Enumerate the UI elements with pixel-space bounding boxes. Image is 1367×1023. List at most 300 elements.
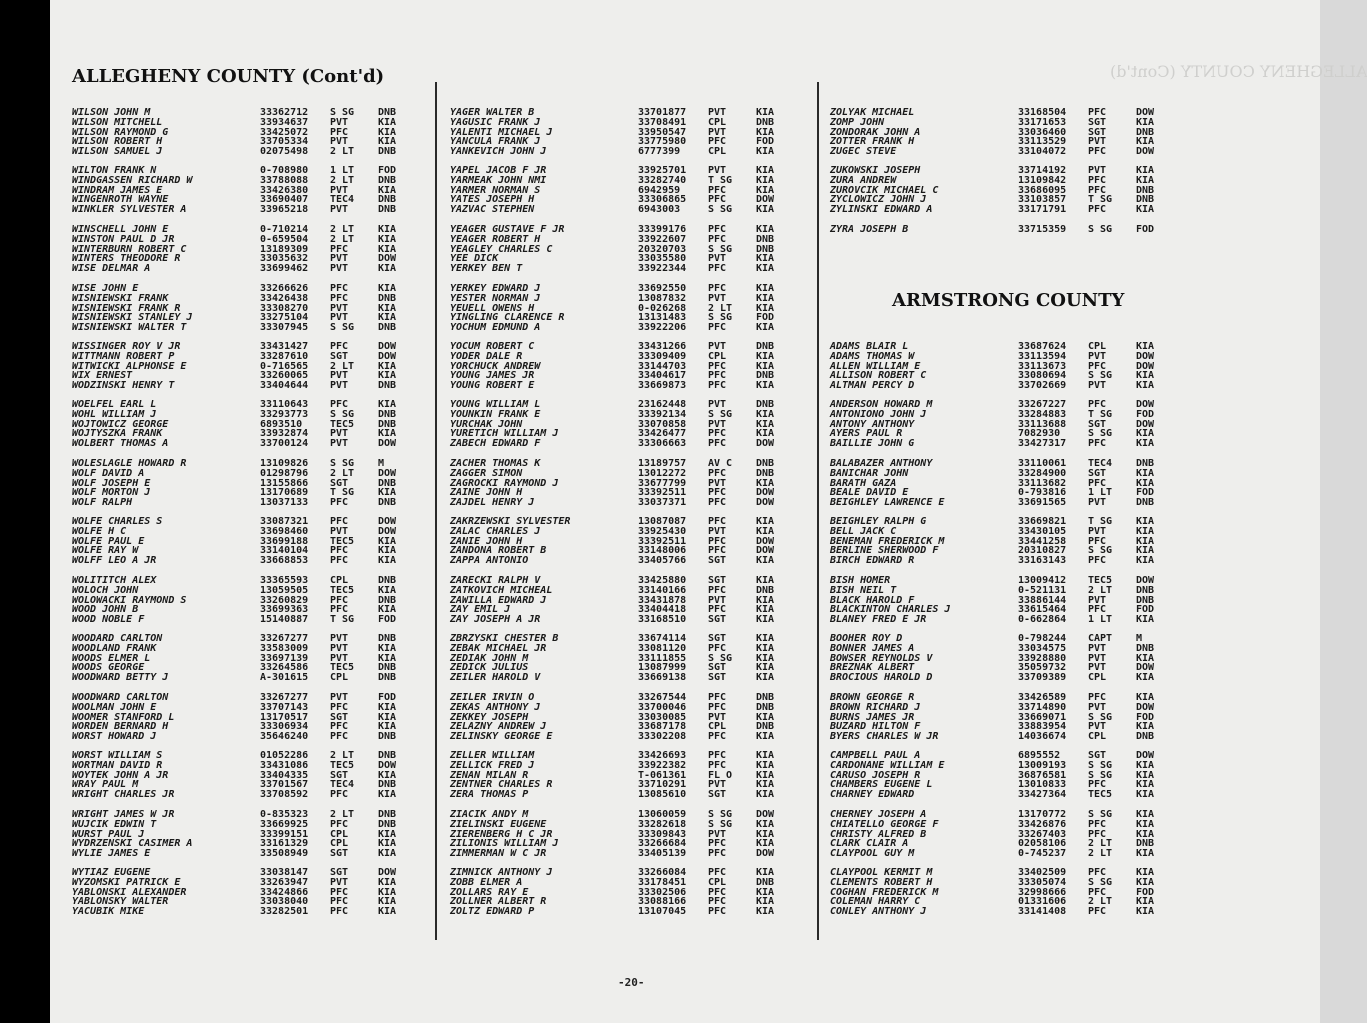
soldier-name: YACUBIK MIKE: [72, 906, 145, 918]
soldier-name: YARMEAK JOHN NMI: [450, 174, 547, 186]
serial-number: 20320703: [638, 243, 687, 255]
roster-entry: [450, 439, 820, 449]
serial-number: 33030085: [638, 711, 687, 723]
soldier-name: ZATKOVICH MICHEAL: [450, 584, 553, 596]
rank: PFC: [330, 126, 349, 138]
serial-number: 0-793816: [1018, 487, 1067, 499]
soldier-name: ZIELINSKI EUGENE: [450, 818, 547, 830]
soldier-name: CHRISTY ALFRED B: [830, 828, 927, 840]
rank: PFC: [708, 322, 727, 334]
status-code: KIA: [756, 759, 775, 771]
rank: PVT: [1088, 594, 1107, 606]
rank: PVT: [330, 876, 349, 888]
soldier-name: WOJTOWICZ GEORGE: [72, 418, 169, 430]
status-code: KIA: [756, 672, 775, 684]
status-code: KIA: [756, 575, 775, 586]
soldier-name: WOODLAND FRANK: [72, 642, 157, 654]
serial-number: 33886144: [1018, 594, 1067, 606]
serial-number: 33113673: [1018, 360, 1067, 372]
status-code: DOW: [756, 497, 775, 509]
status-code: M: [378, 458, 385, 469]
status-code: KIA: [378, 302, 397, 314]
serial-number: 33284900: [1018, 467, 1067, 479]
roster-entry: [450, 498, 820, 508]
soldier-name: YESTER NORMAN J: [450, 292, 541, 304]
rank: S SG: [1088, 769, 1113, 781]
entry-group: [830, 751, 1200, 800]
rank: PFC: [330, 545, 349, 557]
status-code: DNB: [378, 731, 397, 743]
soldier-name: ZAY JOSEPH A JR: [450, 614, 541, 626]
serial-number: 33583009: [260, 642, 309, 654]
status-code: KIA: [1136, 467, 1155, 479]
rank: PVT: [708, 165, 727, 176]
roster-entry: [72, 673, 442, 683]
rank: PVT: [708, 594, 727, 606]
status-code: KIA: [756, 525, 775, 537]
soldier-name: BISH NEIL T: [830, 584, 897, 596]
rank: PVT: [1088, 165, 1107, 176]
soldier-name: WRIGHT JAMES W JR: [72, 809, 175, 820]
roster-entry: [830, 732, 1200, 742]
serial-number: 33669138: [638, 672, 687, 684]
status-code: DNB: [756, 233, 775, 245]
roster-entry: [450, 907, 820, 917]
serial-number: 33922344: [638, 263, 687, 275]
soldier-name: YATES JOSEPH H: [450, 194, 535, 206]
status-code: DNB: [1136, 838, 1155, 850]
soldier-name: ZEKAS ANTHONY J: [450, 701, 541, 713]
soldier-name: WISNIEWSKI WALTER T: [72, 322, 187, 334]
status-code: KIA: [756, 750, 775, 761]
serial-number: 33141408: [1018, 906, 1067, 918]
status-code: DNB: [1136, 184, 1155, 196]
status-code: KIA: [1136, 896, 1155, 908]
serial-number: 33402509: [1018, 867, 1067, 878]
soldier-name: WISE JOHN E: [72, 283, 139, 294]
serial-number: 33701567: [260, 779, 309, 791]
soldier-name: ZEDIAK JOHN M: [450, 652, 529, 664]
status-code: KIA: [1136, 116, 1155, 128]
soldier-name: ZAWILLA EDWARD J: [450, 594, 547, 606]
rank: PFC: [1088, 146, 1107, 158]
soldier-name: WINKLER SYLVESTER A: [72, 204, 187, 216]
roster-entry: [72, 790, 442, 800]
status-code: FOD: [756, 312, 775, 324]
status-code: DOW: [756, 545, 775, 557]
status-code: KIA: [756, 731, 775, 743]
serial-number: 33140104: [260, 545, 309, 557]
rank: PFC: [1088, 107, 1107, 118]
status-code: KIA: [1136, 136, 1155, 148]
serial-number: 33266626: [260, 283, 309, 294]
serial-number: 0-659504: [260, 233, 309, 245]
soldier-name: CHERNEY JOSEPH A: [830, 809, 927, 820]
rank: S SG: [708, 312, 733, 324]
serial-number: 33365593: [260, 575, 309, 586]
rank: 2 LT: [1088, 838, 1113, 850]
status-code: FOD: [378, 165, 397, 176]
entry-group: [450, 284, 820, 333]
soldier-name: YAZVAC STEPHEN: [450, 204, 535, 216]
serial-number: 33686095: [1018, 184, 1067, 196]
rank: PFC: [708, 838, 727, 850]
rank: PFC: [330, 701, 349, 713]
roster-entry: [72, 323, 442, 333]
serial-number: 33430105: [1018, 525, 1067, 537]
rank: 2 LT: [330, 809, 355, 820]
soldier-name: ZYRA JOSEPH B: [830, 224, 909, 235]
rank: PVT: [1088, 701, 1107, 713]
soldier-name: ZENAN MILAN R: [450, 769, 529, 781]
status-code: KIA: [378, 263, 397, 275]
serial-number: 33080694: [1018, 370, 1067, 382]
serial-number: 20310827: [1018, 545, 1067, 557]
serial-number: 13189757: [638, 458, 687, 469]
serial-number: 33697139: [260, 652, 309, 664]
status-code: DNB: [378, 194, 397, 206]
soldier-name: WOLOCH JOHN: [72, 584, 139, 596]
entry-group: [72, 459, 442, 508]
soldier-name: WOLF MORTON J: [72, 487, 151, 499]
rank: 2 LT: [330, 233, 355, 245]
soldier-name: YAPEL JACOB F JR: [450, 165, 547, 176]
soldier-name: YARMER NORMAN S: [450, 184, 541, 196]
rank: PVT: [1088, 652, 1107, 664]
rank: PVT: [708, 828, 727, 840]
status-code: DNB: [756, 584, 775, 596]
serial-number: 6942959: [638, 184, 681, 196]
entry-group: [72, 108, 442, 157]
soldier-name: YEAGLEY CHARLES C: [450, 243, 553, 255]
serial-number: 33035580: [638, 253, 687, 265]
serial-number: 33103857: [1018, 194, 1067, 206]
soldier-name: BOOHER ROY D: [830, 633, 903, 644]
rank: 2 LT: [330, 467, 355, 479]
entry-group: [830, 868, 1200, 917]
serial-number: 33111855: [638, 652, 687, 664]
entry-group: [72, 284, 442, 333]
rank: 2 LT: [330, 750, 355, 761]
serial-number: 33426693: [638, 750, 687, 761]
serial-number: 33699462: [260, 263, 309, 275]
rank: CPL: [708, 350, 727, 362]
status-code: DOW: [1136, 146, 1155, 158]
entry-group: [72, 868, 442, 917]
serial-number: 33308270: [260, 302, 309, 314]
rank: PFC: [708, 886, 727, 898]
rank: PFC: [708, 194, 727, 206]
rank: T SG: [1088, 408, 1113, 420]
rank: PFC: [330, 399, 349, 410]
soldier-name: WISNIEWSKI FRANK R: [72, 302, 181, 314]
rank: PFC: [708, 233, 727, 245]
rank: CPL: [708, 721, 727, 733]
rank: S SG: [330, 322, 355, 334]
status-code: KIA: [1136, 652, 1155, 664]
entry-group: [450, 459, 820, 508]
rank: SGT: [1088, 126, 1107, 138]
soldier-name: CARUSO JOSEPH R: [830, 769, 921, 781]
serial-number: 33168510: [638, 614, 687, 626]
serial-number: 33282501: [260, 906, 309, 918]
serial-number: 33267277: [260, 633, 309, 644]
rank: PFC: [1088, 360, 1107, 372]
soldier-name: WISNIEWSKI FRANK: [72, 292, 169, 304]
rank: CPL: [330, 575, 349, 586]
soldier-name: YEE DICK: [450, 253, 499, 265]
roster-entry: [830, 381, 1200, 391]
soldier-name: WOLOWACKI RAYMOND S: [72, 594, 187, 606]
rank: S SG: [708, 818, 733, 830]
roster-entry: [830, 498, 1200, 508]
serial-number: 33399151: [260, 828, 309, 840]
rank: 2 LT: [708, 302, 733, 314]
serial-number: 33309409: [638, 350, 687, 362]
soldier-name: CONLEY ANTHONY J: [830, 906, 927, 918]
rank: PVT: [330, 253, 349, 265]
roster-entry: [450, 264, 820, 274]
rank: PFC: [330, 243, 349, 255]
status-code: DNB: [378, 174, 397, 186]
serial-number: 33113682: [1018, 477, 1067, 489]
serial-number: 33104072: [1018, 146, 1067, 158]
entry-group: [72, 693, 442, 742]
status-code: KIA: [1136, 516, 1155, 527]
status-code: DOW: [1136, 662, 1155, 674]
rank: PVT: [330, 652, 349, 664]
status-code: DNB: [756, 467, 775, 479]
status-code: DOW: [1136, 418, 1155, 430]
soldier-name: ZONDORAK JOHN A: [830, 126, 921, 138]
soldier-name: BERLINE SHERWOOD F: [830, 545, 939, 557]
rank: S SG: [330, 107, 355, 118]
serial-number: 02058106: [1018, 838, 1067, 850]
status-code: DNB: [378, 672, 397, 684]
serial-number: 33710291: [638, 779, 687, 791]
status-code: KIA: [378, 896, 397, 908]
soldier-name: YORCHUCK ANDREW: [450, 360, 541, 372]
soldier-name: WILSON JOHN M: [72, 107, 151, 118]
soldier-name: WOLF JOSEPH E: [72, 477, 151, 489]
status-code: KIA: [756, 253, 775, 265]
serial-number: 15140887: [260, 614, 309, 626]
rank: PVT: [330, 184, 349, 196]
soldier-name: WILSON ROBERT H: [72, 136, 163, 148]
status-code: KIA: [378, 789, 397, 801]
soldier-name: YOCUM ROBERT C: [450, 341, 535, 352]
rank: PFC: [708, 487, 727, 499]
rank: S SG: [708, 204, 733, 216]
entry-group: [450, 166, 820, 215]
status-code: DNB: [1136, 458, 1155, 469]
serial-number: 01052286: [260, 750, 309, 761]
roster-entry: [450, 381, 820, 391]
serial-number: 0-521131: [1018, 584, 1067, 596]
serial-number: 33392134: [638, 408, 687, 420]
serial-number: 33307945: [260, 322, 309, 334]
status-code: KIA: [378, 906, 397, 918]
soldier-name: WOODWARD BETTY J: [72, 672, 169, 684]
serial-number: 0-710214: [260, 224, 309, 235]
rank: PFC: [330, 283, 349, 294]
status-code: KIA: [756, 516, 775, 527]
status-code: M: [1136, 633, 1143, 644]
serial-number: 33293773: [260, 408, 309, 420]
serial-number: 33691565: [1018, 497, 1067, 509]
soldier-name: ZEBAK MICHAEL JR: [450, 642, 547, 654]
rank: SGT: [708, 662, 727, 674]
soldier-name: BLACKINTON CHARLES J: [830, 604, 951, 616]
entry-group: [830, 342, 1200, 391]
status-code: FOD: [1136, 408, 1155, 420]
rank: PFC: [1088, 828, 1107, 840]
serial-number: 33698460: [260, 525, 309, 537]
status-code: KIA: [378, 769, 397, 781]
status-code: KIA: [756, 555, 775, 567]
serial-number: 33431427: [260, 341, 309, 352]
soldier-name: WORDEN BERNARD H: [72, 721, 169, 733]
rank: PFC: [708, 380, 727, 392]
rank: SGT: [708, 575, 727, 586]
serial-number: 0-026268: [638, 302, 687, 314]
rank: PVT: [708, 525, 727, 537]
soldier-name: ZOLLNER ALBERT R: [450, 896, 547, 908]
rank: PFC: [1088, 886, 1107, 898]
soldier-name: CLEMENTS ROBERT H: [830, 876, 933, 888]
status-code: KIA: [1136, 828, 1155, 840]
soldier-name: WYDRZENSKI CASIMER A: [72, 838, 193, 850]
soldier-name: ZOMP JOHN: [830, 116, 885, 128]
status-code: KIA: [756, 350, 775, 362]
soldier-name: WOOLMAN JOHN E: [72, 701, 157, 713]
status-code: KIA: [378, 184, 397, 196]
roster-entry: [72, 498, 442, 508]
status-code: DNB: [378, 408, 397, 420]
entry-group: [72, 751, 442, 800]
rank: PFC: [1088, 604, 1107, 616]
serial-number: 13012272: [638, 467, 687, 479]
rank: PFC: [330, 604, 349, 616]
rank: PVT: [330, 370, 349, 382]
rank: PFC: [708, 896, 727, 908]
serial-number: 33883954: [1018, 721, 1067, 733]
rank: PVT: [330, 642, 349, 654]
status-code: KIA: [756, 594, 775, 606]
status-code: DNB: [378, 380, 397, 392]
serial-number: 33404617: [638, 370, 687, 382]
serial-number: 33965218: [260, 204, 309, 216]
soldier-name: BISH HOMER: [830, 575, 891, 586]
entry-group: [830, 693, 1200, 742]
serial-number: 33275104: [260, 312, 309, 324]
rank: PVT: [708, 341, 727, 352]
soldier-name: YODER DALE R: [450, 350, 523, 362]
rank: SGT: [330, 867, 349, 878]
roster-entry: [450, 615, 820, 625]
rank: 2 LT: [1088, 848, 1113, 860]
rank: PFC: [1088, 174, 1107, 186]
soldier-name: ZILIONIS WILLIAM J: [450, 838, 559, 850]
rank: PVT: [708, 779, 727, 791]
rank: PFC: [1088, 438, 1107, 450]
serial-number: 33266084: [638, 867, 687, 878]
serial-number: T-061361: [638, 769, 687, 781]
soldier-name: ZIMNICK ANTHONY J: [450, 867, 553, 878]
entry-group: [72, 634, 442, 683]
status-code: KIA: [1136, 438, 1155, 450]
soldier-name: ZELLER WILLIAM: [450, 750, 535, 761]
rank: SGT: [330, 477, 349, 489]
soldier-name: WODZINSKI HENRY T: [72, 380, 175, 392]
rank: CPL: [1088, 672, 1107, 684]
roster-entry: [830, 907, 1200, 917]
status-code: KIA: [756, 769, 775, 781]
rank: TEC5: [330, 418, 355, 430]
rank: CAPT: [1088, 633, 1113, 644]
serial-number: 33775980: [638, 136, 687, 148]
serial-number: 33700046: [638, 701, 687, 713]
entry-group: [830, 400, 1200, 449]
serial-number: 33110643: [260, 399, 309, 410]
rank: SGT: [708, 789, 727, 801]
soldier-name: BONNER JAMES A: [830, 642, 915, 654]
rank: PFC: [330, 731, 349, 743]
soldier-name: CLAYPOOL KERMIT M: [830, 867, 933, 878]
soldier-name: COGHAN FREDERICK M: [830, 886, 939, 898]
soldier-name: BEALE DAVID E: [830, 487, 909, 499]
serial-number: 33431086: [260, 759, 309, 771]
rank: CPL: [1088, 341, 1107, 352]
soldier-name: ADAMS BLAIR L: [830, 341, 909, 352]
rank: 2 LT: [330, 360, 355, 372]
status-code: KIA: [378, 126, 397, 138]
serial-number: 33699363: [260, 604, 309, 616]
soldier-name: BURNS JAMES JR: [830, 711, 915, 723]
status-code: DNB: [1136, 584, 1155, 596]
soldier-name: YURCHAK JOHN: [450, 418, 523, 430]
soldier-name: ALTMAN PERCY D: [830, 380, 915, 392]
status-code: DOW: [1136, 399, 1155, 410]
soldier-name: BROCIOUS HAROLD D: [830, 672, 933, 684]
rank: PFC: [708, 701, 727, 713]
status-code: FOD: [1136, 604, 1155, 616]
serial-number: 13189309: [260, 243, 309, 255]
rank: S SG: [1088, 759, 1113, 771]
soldier-name: WRIGHT CHARLES JR: [72, 789, 175, 801]
rank: PFC: [1088, 184, 1107, 196]
entry-group: [830, 108, 1200, 157]
soldier-name: BIRCH EDWARD R: [830, 555, 915, 567]
status-code: KIA: [756, 652, 775, 664]
rank: PFC: [1088, 779, 1107, 791]
serial-number: 33305074: [1018, 876, 1067, 888]
status-code: KIA: [1136, 341, 1155, 352]
roster-entry: [72, 381, 442, 391]
soldier-name: WILSON SAMUEL J: [72, 146, 163, 158]
serial-number: 13107045: [638, 906, 687, 918]
status-code: KIA: [756, 838, 775, 850]
soldier-name: ZOTTER FRANK H: [830, 136, 915, 148]
serial-number: 13060059: [638, 809, 687, 820]
status-code: DNB: [378, 575, 397, 586]
serial-number: 33267227: [1018, 399, 1067, 410]
status-code: DOW: [756, 809, 775, 820]
serial-number: 33674114: [638, 633, 687, 644]
soldier-name: YANKEVICH JOHN J: [450, 146, 547, 158]
soldier-name: WOOMER STANFORD L: [72, 711, 175, 723]
soldier-name: BREZNAK ALBERT: [830, 662, 915, 674]
